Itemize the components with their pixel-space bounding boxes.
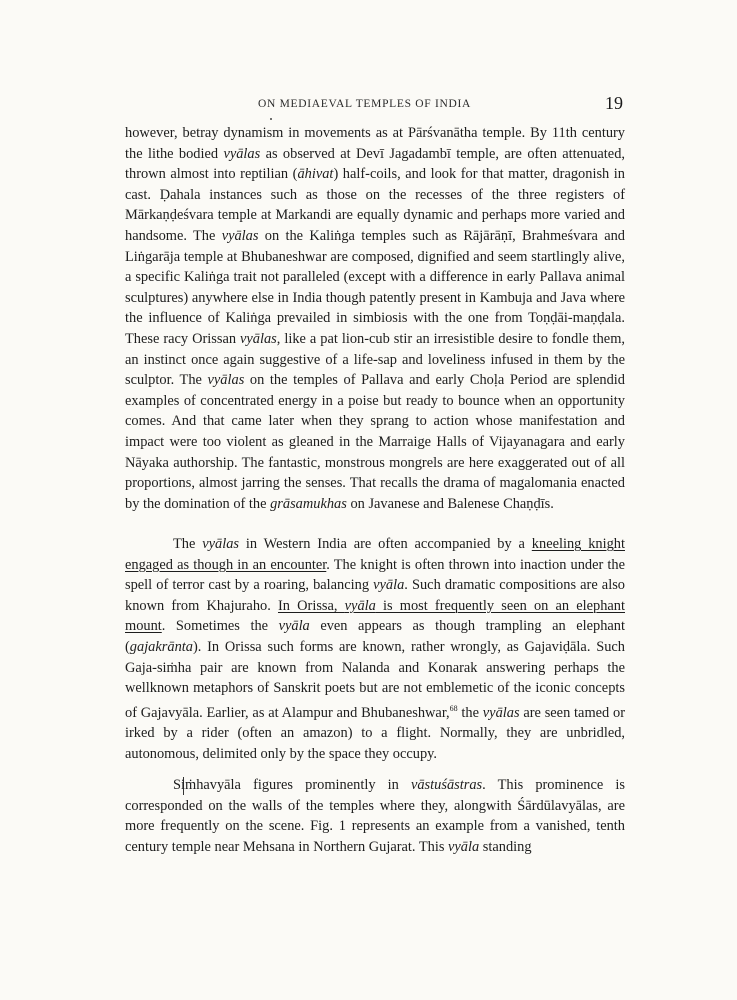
underlined-phrase: In Orissa, xyxy=(277,597,345,614)
italic-term: vyālas xyxy=(221,227,259,244)
text-run: on Javanese and Balenese Chaṇḍīs. xyxy=(346,495,554,512)
text-run: are seen tamed or irked by a rider (often an amazon) to a flight. Normally, they are unbridled, autonomous, delimited only by the space they occupy. xyxy=(125,704,625,762)
italic-term: vyālas xyxy=(202,536,239,552)
text-run: the xyxy=(457,704,483,721)
text-run: . This prominence is corresponded on the walls of the temples where they, alongwith Śārdūlavyālas, are more frequently on the scene. Fig. 1 represents an example from a vanished, tenth century temple near Mehsana in Northern Gujarat. This xyxy=(125,777,625,855)
text-run: Siṁhavyāla figures prominently in xyxy=(173,777,411,793)
underlined-phrase: is most frequently seen on an elephant mount xyxy=(125,597,625,635)
italic-term: vyālas xyxy=(240,330,277,347)
italic-term: vyālas xyxy=(482,704,520,721)
running-head: ON MEDIAEVAL TEMPLES OF INDIA xyxy=(258,98,472,110)
text-run: The xyxy=(173,536,203,552)
underlined-phrase: kneeling knight engaged as though in an encounter xyxy=(125,536,625,573)
text-run: even appears as though trampling an elephant ( xyxy=(125,618,625,655)
paragraph-2 xyxy=(125,534,625,764)
paragraph-3 xyxy=(125,775,625,857)
italic-term: āhivat xyxy=(297,166,334,183)
text-run: as observed at Devī Jagadambī temple, are often attenuated, thrown almost into reptilian ( xyxy=(125,145,625,183)
text-run: on the Kaliṅga temples such as Rājārāṇī, Brahmeśvara and Liṅgarāja temple at Bhubaneshwar are composed, dignified and seem startlingly alive, a specific Kaliṅga trait not paralleled (except with a difference in early Pallava animal sculptures) anywhere else in India though patently present in Kambuja and Java where the influence of Kaliṅga prevailed in simbiosis with the one from Toṇḍāi-maṇḍala. These racy Orissan xyxy=(125,227,625,347)
text-run: however, betray dynamism in movements as at Pārśvanātha temple. By 11th century the lithe bodied xyxy=(125,125,625,162)
text-run: in Western India are often accompanied by a xyxy=(239,536,532,552)
text-run: . Sometimes the xyxy=(161,618,279,635)
italic-term: vyāla xyxy=(278,618,310,635)
italic-term: vāstuśāstras xyxy=(410,777,483,793)
italic-term: vyāla xyxy=(448,838,480,855)
paragraph-3-text xyxy=(125,775,625,857)
text-run: . The knight is often thrown into inaction under the spell of terror cast by a roaring, balancing xyxy=(125,556,626,594)
text-run: ) half-coils, and look for that matter, dragonish in cast. Ḍahala instances such as those on the recesses of the three registers of Mārkaṇḍeśvara temple at Markandi are equally dynamic and perhaps more varied and handsome. The xyxy=(125,166,625,244)
italic-term: grāsamukhas xyxy=(270,495,347,512)
paragraph-2-text xyxy=(125,534,625,764)
paragraph-1-text xyxy=(125,123,625,514)
text-run: ). In Orissa such forms are known, rather wrongly, as Gajaviḍāla. Such Gaja-siṁha pair are known from Nalanda and Konarak answering perhaps the wellknown metaphors of Sanskrit poets but are not emblemetic of the iconic concepts of Gajavyāla. Earlier, as at Alampur and Bhubaneshwar, xyxy=(125,638,625,721)
ink-dot xyxy=(270,118,272,120)
italic-term: vyālas xyxy=(223,145,261,162)
footnote-marker: 68 xyxy=(449,703,458,713)
text-run: . Such dramatic compositions are also known from Khajuraho. xyxy=(125,577,625,614)
italic-term: vyālas xyxy=(207,372,245,389)
underlined-italic-term: vyāla xyxy=(344,597,376,614)
page-number: 19 xyxy=(605,93,623,113)
paragraph-1 xyxy=(125,123,625,514)
text-run: on the temples of Pallava and early Choḷa Period are splendid examples of concentrated energy in a poise but ready to bounce when an opportunity comes. And that came later when they sprang to action whose manifestation and impact were too violent as gleaned in the Marraige Halls of Vijayanagara and early Nāyaka authorship. The fantastic, monstrous mongrels are here exaggerated out of all proportions, almost jarring the senses. That recalls the drama of magalomania enacted by the domination of the xyxy=(125,372,626,512)
italic-term: gajakrānta xyxy=(129,638,193,655)
italic-term: vyāla xyxy=(373,577,405,594)
text-run: , like a pat lion-cub stir an irresistible desire to fondle them, an instinct once again suggestive of a life-sap and loveliness infused in them by the sculptor. The xyxy=(125,330,625,389)
text-run: standing xyxy=(479,838,532,855)
